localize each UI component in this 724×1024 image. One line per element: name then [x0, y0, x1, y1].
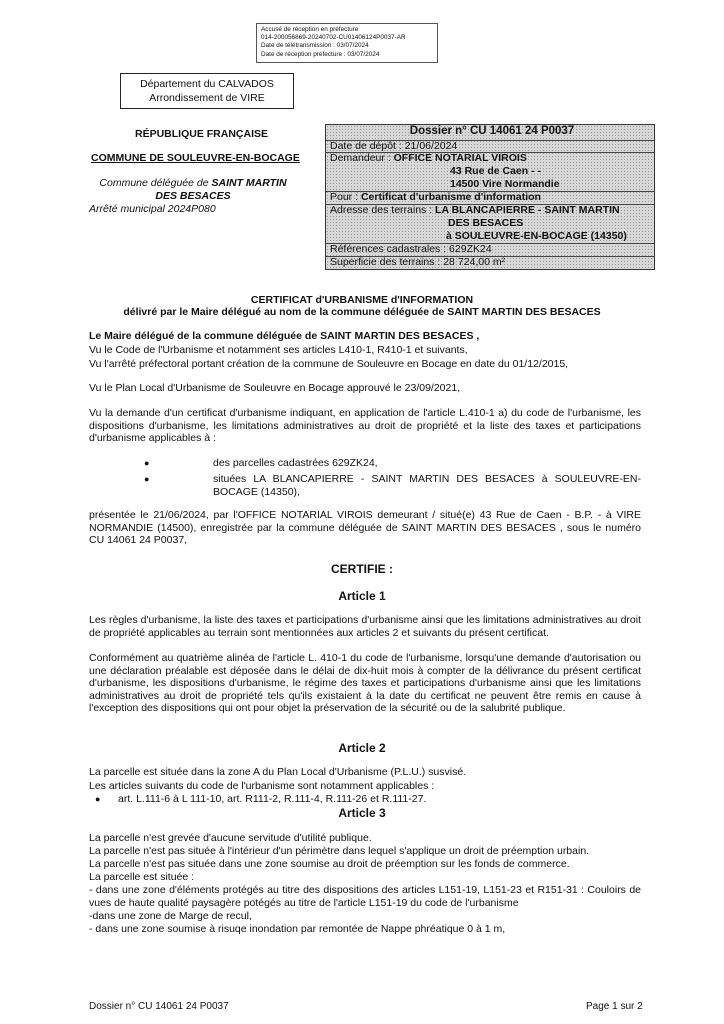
bullet-icon: ●	[144, 458, 150, 468]
pour-label: Pour :	[330, 191, 361, 203]
certificate-title-line1: CERTIFICAT d'URBANISME d'INFORMATION	[250, 294, 474, 306]
stamp-line: Date de réception préfecture : 03/07/2024	[261, 50, 380, 58]
demandeur-city: 14500 Vire Normandie	[450, 178, 560, 190]
arrete-municipal: Arrêté municipal 2024P080	[89, 203, 216, 215]
superficie: Superficie des terrains : 28 724,00 m²	[330, 256, 506, 268]
stamp-line: Date de télétransmission : 03/07/2024	[261, 42, 369, 50]
article-3-line: - dans une zone soumise à risuqe inondation par remontée de Nappe phréatique 0 à 1 m,	[89, 923, 506, 935]
date-depot: Date de dépôt : 21/06/2024	[326, 140, 654, 153]
references-cadastrales: Références cadastrales : 629ZK24	[326, 243, 654, 257]
certifie-heading: CERTIFIE :	[331, 562, 393, 576]
vu-arrete: Vu l'arrêté préfectoral portant création de la commune de Souleuvre en Bocage en date du 01/12/2015,	[89, 358, 569, 370]
article-1-heading: Article 1	[338, 589, 386, 603]
republique-heading: RÉPUBLIQUE FRANÇAISE	[135, 128, 269, 140]
demandeur-address: 43 Rue de Caen - -	[450, 165, 542, 177]
article-3-line: La parcelle n'est pas située dans une zone soumise au droit de préemption sur les fonds de commerce.	[89, 858, 570, 870]
article-3-line: -dans une zone de Marge de recul,	[89, 910, 252, 922]
vu-demande: Vu la demande d'un certificat d'urbanisme indiquant, en application de l'article L.410-1 a) du code de l'urbanisme, les dispositions d'urbanisme, les limitations administratives au droit de propriété et la liste des taxes et participations d'urbanisme applicables à :	[89, 407, 641, 445]
adresse-terrains	[326, 204, 654, 244]
departement: Département du CALVADOS	[140, 78, 274, 90]
stamp-line: 014-200056869-20240702-CU01406124P0037-AR	[261, 34, 406, 42]
article-1-paragraph-2: Conformément au quatrième alinéa de l'article L. 410-1 du code de l'urbanisme, lorsqu'une demande d'autorisation ou une déclaration préalable est déposée dans le délai de dix-huit mois à compter de la délivrance du présent certificat d'urbanisme, les dispositions d'urbanisme, le régime des taxes et participations d'urbanisme ainsi que les limitations administratives au droit de propriété tels qu'ils existaient à la date du certificat ne peuvent être remis en cause à l'exception des dispositions qui ont pour objet la préservation de la sécurité ou de la salubrité publique.	[89, 652, 641, 715]
article-2-bullet: art. L.111-6 à L 111-10, art. R111-2, R.111-4, R.111-26 et R.111-27.	[118, 793, 427, 805]
vu-plu: Vu le Plan Local d'Urbanisme de Souleuvre en Bocage approuvé le 23/09/2021,	[89, 382, 461, 394]
footer-page-number: Page 1 sur 2	[586, 1001, 643, 1012]
bullet-situees: situées LA BLANCAPIERRE - SAINT MARTIN DES BESACES à SOULEUVRE-EN-BOCAGE (14350),	[213, 473, 641, 498]
article-3-line: La parcelle est située :	[89, 871, 195, 883]
departement-box	[120, 73, 294, 109]
adresse-line: DES BESACES	[448, 217, 524, 229]
pour	[326, 191, 654, 205]
article-1-paragraph-1: Les règles d'urbanisme, la liste des taxes et participations d'urbanisme ainsi que les limitations administratives au droit de propriété applicables au terrain sont mentionnées aux articles 2 et suivants du présent certificat.	[89, 614, 641, 639]
certificate-title	[0, 294, 724, 318]
article-2-zone: La parcelle est située dans la zone A du Plan Local d'Urbanisme (P.L.U.) susvisé.	[89, 766, 467, 778]
article-3-heading: Article 3	[338, 806, 386, 820]
dossier-box	[325, 124, 655, 270]
arrondissement: Arrondissement de VIRE	[149, 92, 265, 104]
adresse-label: Adresse des terrains :	[330, 204, 436, 216]
deleguee-name: SAINT MARTIN DES BESACES	[155, 177, 287, 202]
article-3-line: La parcelle n'est grevée d'aucune servitude d'utilité publique.	[89, 832, 372, 844]
commune-heading: COMMUNE DE SOULEUVRE-EN-BOCAGE	[91, 152, 300, 164]
demandeur	[326, 152, 654, 192]
adresse-line: à SOULEUVRE-EN-BOCAGE (14350)	[446, 230, 627, 242]
demandeur-name: OFFICE NOTARIAL VIROIS	[393, 152, 527, 164]
commune-deleguee	[88, 177, 298, 203]
deleguee-prefix: Commune déléguée de	[99, 177, 212, 189]
stamp-line: Accusé de réception en préfecture	[261, 26, 359, 33]
pour-value: Certificat d'urbanisme d'information	[360, 191, 541, 203]
vu-code: Vu le Code de l'Urbanisme et notamment ses articles L410-1, R410-1 et suivants,	[89, 344, 468, 356]
dossier-title: Dossier n° CU 14061 24 P0037	[326, 125, 654, 141]
certificate-title-line2: délivré par le Maire délégué au nom de la commune déléguée de SAINT MARTIN DES BESACES	[123, 306, 601, 318]
presentee: présentée le 21/06/2024, par l'OFFICE NOTARIAL VIROIS demeurant / situé(e) 43 Rue de Caen - B.P. - à VIRE NORMANDIE (14500), enregistrée par la commune déléguée de SAINT MARTIN DES BESACES , sous le numéro CU 14061 24 P0037,	[89, 509, 641, 547]
article-2-heading: Article 2	[338, 741, 386, 755]
maire-line: Le Maire délégué de la commune déléguée de SAINT MARTIN DES BESACES ,	[89, 330, 480, 342]
adresse-value: LA BLANCAPIERRE - SAINT MARTIN	[435, 204, 620, 216]
prefecture-stamp	[256, 23, 438, 63]
footer-dossier: Dossier n° CU 14061 24 P0037	[89, 1001, 229, 1012]
bullet-parcelles: des parcelles cadastrées 629ZK24,	[213, 457, 378, 469]
bullet-icon: ●	[95, 794, 101, 804]
bullet-icon: ●	[144, 474, 150, 484]
article-3-line: - dans une zone d'éléments protégés au titre des dispositions des articles L151-19, L151-23 et R151-31 : Couloirs de vues de haute qualité paysagère potégés au titre de l'article L151-19 du code de l'urbanisme	[89, 884, 641, 909]
article-3-line: La parcelle n'est pas située à l'intérieur d'un périmètre dans lequel s'applique un droit de préemption urbain.	[89, 845, 590, 857]
demandeur-label: Demandeur :	[330, 152, 394, 164]
article-2-articles: Les articles suivants du code de l'urbanisme sont notamment applicables :	[89, 780, 435, 792]
